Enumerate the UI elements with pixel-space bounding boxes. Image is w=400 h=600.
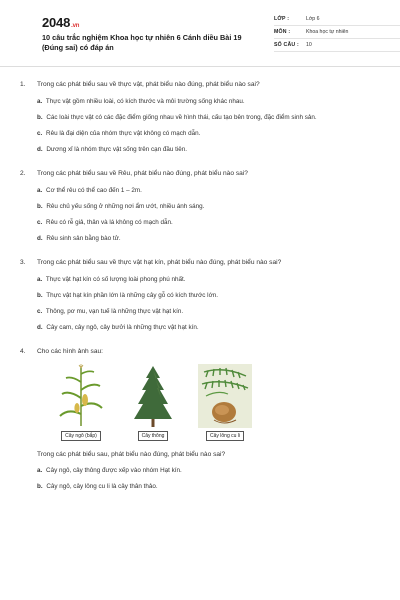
option-letter: b.: [37, 292, 43, 299]
question-text: Trong các phát biểu sau về Rêu, phát biểu nào đúng, phát biểu nào sai?: [37, 170, 248, 177]
option-d: [37, 323, 380, 332]
option-c: [37, 218, 380, 227]
option-text: Rêu có rễ giả, thân và lá không có mạch dẫn.: [46, 219, 173, 226]
option-text: Cây ngô, cây lông cu li là cây thân thảo.: [46, 483, 158, 490]
question-text: Trong các phát biểu sau về thực vật hạt kín, phát biểu nào đúng, phát biểu nào sai?: [37, 259, 282, 266]
fern-plant-icon: [198, 364, 252, 428]
meta-key: MÔN :: [274, 29, 291, 35]
option-b: [37, 202, 380, 211]
option-a: [37, 186, 380, 195]
meta-value: Khoa học tự nhiên: [306, 29, 349, 35]
option-letter: a.: [37, 98, 43, 105]
document-title: 10 câu trắc nghiệm Khoa học tự nhiên 6 Cánh diều Bài 19 (Đúng sai) có đáp án: [42, 33, 242, 52]
option-b: [37, 482, 380, 491]
option-a: [37, 466, 380, 475]
meta-key: SỐ CÂU :: [274, 42, 299, 48]
logo-text: 2048: [42, 15, 71, 30]
question-number: 4.: [20, 348, 26, 355]
option-letter: a.: [37, 467, 43, 474]
meta-row-count: [274, 39, 400, 52]
option-b: [37, 291, 380, 300]
option-text: Cây ngô, cây thông được xếp vào nhóm Hạt kín.: [46, 467, 182, 474]
meta-key: LỚP :: [274, 16, 290, 22]
document-header: [22, 0, 378, 60]
option-letter: b.: [37, 114, 43, 121]
figure-caption: Cây lông cu li: [206, 431, 244, 441]
question-number: 1.: [20, 81, 26, 88]
question-list: [20, 80, 380, 506]
header-divider: [0, 66, 400, 67]
option-d: [37, 145, 380, 154]
question-text: Cho các hình ảnh sau:: [37, 348, 103, 355]
option-text: Thực vật gồm nhiều loài, có kích thước và môi trường sống khác nhau.: [45, 98, 245, 105]
figure-corn: [54, 364, 108, 441]
option-d: [37, 234, 380, 243]
meta-value: Lớp 6: [306, 16, 320, 22]
question-text: Trong các phát biểu sau về thực vật, phát biểu nào đúng, phát biểu nào sai?: [37, 81, 260, 88]
option-c: [37, 307, 380, 316]
option-text: Rêu là đại diện của nhóm thực vật không có mạch dẫn.: [46, 130, 201, 137]
figure-pine: [126, 364, 180, 441]
meta-row-grade: [274, 13, 400, 26]
option-letter: c.: [37, 308, 43, 315]
option-letter: b.: [37, 483, 43, 490]
logo-suffix: .vn: [71, 23, 80, 29]
option-text: Dương xỉ là nhóm thực vật sống trên cạn đầu tiên.: [46, 146, 188, 153]
option-letter: b.: [37, 203, 43, 210]
question-2: [20, 169, 380, 243]
question-number: 3.: [20, 259, 26, 266]
option-a: [37, 97, 380, 106]
option-c: [37, 129, 380, 138]
option-letter: d.: [37, 146, 43, 153]
figure-caption: Cây ngô (bắp): [61, 431, 101, 441]
corn-plant-icon: [54, 364, 108, 428]
option-text: Rêu sinh sản bằng bào tử.: [46, 235, 121, 242]
option-letter: a.: [37, 276, 43, 283]
option-text: Cơ thể rêu có thể cao đến 1 – 2m.: [46, 187, 142, 194]
option-text: Thực vật hạt kín có số lượng loài phong phú nhất.: [45, 276, 186, 283]
option-letter: d.: [37, 235, 43, 242]
figure-fern: [198, 364, 252, 441]
question-3: [20, 258, 380, 332]
figure-row: [20, 364, 380, 441]
question-4: [20, 347, 380, 491]
site-logo[interactable]: [42, 15, 79, 30]
option-letter: d.: [37, 324, 43, 331]
option-text: Các loài thực vật có các đặc điểm giống nhau về hình thái, cấu tạo bên trong, đặc điểm sinh sản.: [46, 114, 317, 121]
figure-caption: Cây thông: [138, 431, 169, 441]
question-1: [20, 80, 380, 154]
option-text: Cây cam, cây ngô, cây bưởi là những thực vật hạt kín.: [46, 324, 199, 331]
meta-row-subject: [274, 26, 400, 39]
meta-info: [274, 13, 400, 52]
option-a: [37, 275, 380, 284]
meta-value: 10: [306, 42, 312, 48]
question-number: 2.: [20, 170, 26, 177]
option-b: [37, 113, 380, 122]
option-letter: c.: [37, 219, 43, 226]
option-letter: a.: [37, 187, 43, 194]
option-text: Thông, pơ mu, vạn tuế là những thực vật hạt kín.: [45, 308, 184, 315]
pine-tree-icon: [126, 364, 180, 428]
option-text: Rêu chủ yếu sống ở những nơi ẩm ướt, nhiều ánh sáng.: [46, 203, 205, 210]
option-letter: c.: [37, 130, 43, 137]
question-subtext: Trong các phát biểu sau, phát biểu nào đúng, phát biểu nào sai?: [37, 451, 226, 458]
option-text: Thực vật hạt kín phần lớn là những cây gỗ có kích thước lớn.: [46, 292, 218, 299]
